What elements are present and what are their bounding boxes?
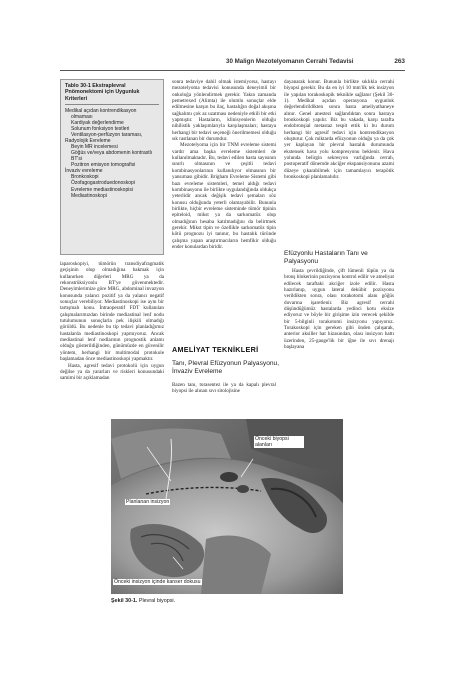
section-heading: AMELİYAT TEKNİKLERİ: [172, 345, 259, 354]
col3-paragraph-2-wrap: [284, 268, 394, 350]
figure-caption: [111, 598, 175, 604]
running-header: [0, 58, 453, 70]
figure-caption-number: Şekil 30-1.: [111, 598, 138, 604]
table-row: Medikal açıdan kontrendikasyon: [65, 107, 137, 114]
table-row: Ventilasyon-perfüzyon taraması,: [71, 132, 143, 139]
figure-caption-text: Plevral biyopsi.: [137, 598, 176, 604]
table-row: Göğüs ve/veya abdomenin kontrastlı: [71, 150, 153, 157]
table-row: BT'si: [71, 156, 82, 163]
col1-paragraph-1: laparoskopiyi, tümörün transdiyafragmatik geçişinin olup olmadığına bakmak için kullanırken diğerleri MRG ya da rekonstrüksiyonlu BT'ye güvenmektedir. Deneyimlerimize göre MRG, abdominal invazyon konusunda yalancı pozitif ya da yalancı negatif sonuçlar verebiliyor. Mediastinoskopi ise aynı bir tartışmalı konu. İntraoperatif FDT kullanılan çalışmalarımızdan birinde mediastinal lenf nodu tutulumunun sonuçlarla pek ilişkili olmadığı görüldü. Bu nedenle bu tip tedavi planladığımız hastalarda mediastinoskopi yapmıyoruz. Ancak mediastinal lenf nodlarının prognostik anlamı olduğu gösterildiğinden, günümüzde en güvenilir yöntem, herhangi bir multimodal protokole başlamadan önce mediastinoskopi yapmaktır.: [60, 261, 164, 363]
column-3: [284, 79, 394, 181]
table-row: Solunum fonksiyon testleri: [71, 126, 130, 133]
table-title-line2: Pnömonektomi için Uygunluk Kriterleri: [65, 89, 140, 102]
surgical-photo-image: [111, 419, 343, 594]
subsection-heading-effusion: Efüzyonlu Hastaların Tanı ve Palyasyonu: [284, 250, 368, 265]
table-row: Evreleme mediastinoskopisi: [71, 186, 133, 193]
col2-paragraph-2: Mezotelyoma için bir TNM evreleme sistemi vardır ama başka evreleme sistemleri de kullanılmaktadır. Bu, tedavi edilen hasta sayısının sınırlı olmasının ve çeşitli tedavi kombinasyonlarının kullanılıyor olmasının bir yansıması gibidir. Brigham Evreleme Sistemi gibi bazı evreleme sistemleri, temel aldığı tedavi kombinasyonu ile birlikte uygulandığında oldukça yeterlidir ancak değişik tedavi şemaları söz konusu olduğunda yeterli olamayabilir. Bununla birlikte, hiçbir evreleme sisteminde tümör tipinin epiteloid, mikst ya da sarkomatöz olup olmadığının hesaba katılmadığını da belirtmek gerekir. Mikst tipin ve özellikle sarkomatöz tipin kötü prognozu iyi tanınır, bu hastalık türünde çalışma yapan araştırmacıların hemfikir olduğu ender konulardan biridir.: [172, 142, 276, 250]
surgical-photo: [111, 419, 343, 594]
page-number: 263: [394, 58, 405, 65]
table-row: Radyolojik Evreleme: [65, 138, 111, 145]
label-previous-biopsy: Önceki biyopsi alanları: [254, 436, 304, 448]
label-tumor-in-incision: Önceki insizyon içinde kanser dokusu: [114, 579, 201, 585]
criteria-table-box: [60, 79, 164, 255]
chapter-title: 30 Malign Mezotelyomanın Cerrahi Tedavisi: [226, 58, 354, 65]
col3-paragraph-2: Hasta çevrildiğinde, çift lümenli tüpün ya da bronş blokerinin pozisyonu kontrol edilir ve ameliyat edilecek taraftaki akciğer izole edilir. Hasta hazırlanıp, uygun lateral dekübit pozisyonu verildikten sonra, olası torakotomi alanı göğüs duvarına işaretlenir. Biz agresif cerrahi düşündüğümüz hastalarda yedinci kotu eksize ediyoruz ve böyle bir girişime izin verecek şekilde bir 5-bilginli torakotomi insizyonu yapıyoruz. Torakoskopi için gereken gibi önden çalışarak, anterior aksiller hat hizasından, olası insizyon hattı üzerinden, 25-gauge'lik bir iğne ile sıvı drenajı başlayana: [284, 268, 394, 351]
col2-paragraph-3-wrap: [172, 382, 276, 395]
table-row: Mediastinoskopi: [71, 192, 107, 199]
column-1: [60, 261, 164, 382]
column-2: [172, 79, 276, 250]
table-row: Kardiyak değerlendirme: [71, 119, 124, 126]
label-planned-incision: Planlanan insizyon: [126, 499, 170, 505]
table-rows: [65, 108, 159, 199]
table-row: Özofagogastroduedonoskopi: [71, 180, 135, 187]
table-row: Beyin MR incelemesi: [71, 144, 118, 151]
table-title-line1: Tablo 30-1 Ekstraplevral: [65, 83, 126, 89]
table-row: İnvaziv evreleme: [65, 168, 103, 175]
table-row: olmaması: [71, 113, 93, 120]
header-rule: [60, 70, 405, 71]
table-row: Pozitron emisyon tomografisi: [71, 162, 136, 169]
col2-paragraph-1: sonra tedaviye dahil olmak istemiyorsa, hastayı mezotelyoma tedavisi konusunda deneyimli bir onkoloğa yönlendirmek gerekir. Yakın zamanda pemetrexed (Alimta) ile olumlu sonuçlar elde edilmesine karşın bu ilaç, hastalığın doğal akışına sağkalımı çok az uzatması nedeniyle etkili bir etki yapmıştır. Hastaların, klinisyenlerin olduğu nihilistik yaklaşımlarıyla karşılaşmaları; hastaya herhangi bir tedavi seçeneği önerilmemesi olduğu sık rastlanan bir durumdur.: [172, 79, 276, 143]
col3-paragraph-1: dayanarak konur. Bununla birlikte sıklıkla cerrahi biyopsi gerekir. Bu da en iyi 10 mm'lik tek insizyon ile yapılan torakoskopik teknikle sağlanır (Şekil 30-1). Medikal açıdan operasyona uygunluk değerlendirildikten sonra hasta ameliyathaneye alınır. Genel anestezi sağlandıktan sonra hastaya bronkoskopi yapılır. Biz bu vakada, karşı tarafta endobronşial metastaz tespit ettik ki bu durum herhangi bir agresif tedavi için kontrendikasyon oluşturur. Çok miktarda efüzyonun olduğu ya da çok yer kaplayan bir plevral hastalık durumunda ekstensek hava yolu kompresyonu beklenir. Hava yolunda belirgin sekresyon varlığında cerrah, postoperatif dönemde akciğer ekspansiyonunu azami düzeye çıkarabilmek için tamamlayıcı terapötik bronkoskopi planlamalıdır.: [284, 79, 394, 181]
col1-paragraph-2: Hasta, agresif tedavi protokolü için uygun değilse ya da yararları ve riskleri konusundaki samimi bir açıklamadan: [60, 362, 164, 382]
table-title: [65, 83, 159, 105]
subsection-heading-diagnosis: Tanı, Plevral Efüzyonun Palyasyonu, İnvaziv Evreleme: [172, 360, 280, 375]
col2-paragraph-3: Bazen tanı, torasentez ile ya da kapalı plevral biyopsi ile alınan sıvı sitolojisine: [172, 382, 276, 395]
table-row: Bronkoskopi: [71, 174, 99, 181]
